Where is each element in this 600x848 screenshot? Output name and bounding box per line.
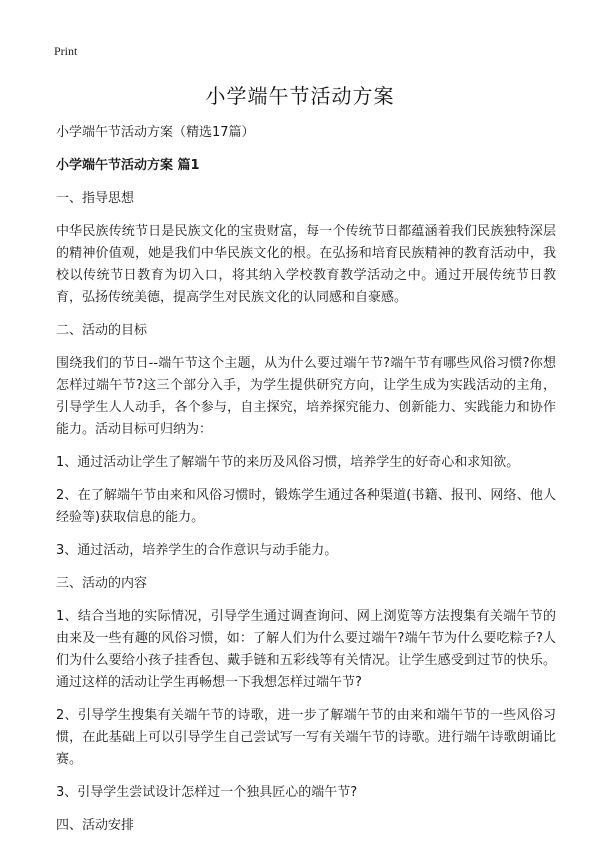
print-label: Print	[54, 44, 78, 58]
section-title: 小学端午节活动方案 篇1	[56, 158, 200, 173]
content-item: 3、引导学生尝试设计怎样过一个独具匠心的端午节?	[56, 785, 358, 800]
content-item: 1、结合当地的实际情况，引导学生通过调查询问、网上浏览等方法搜集有关端午节的由来及一些有趣的风俗习惯，如：了解人们为什么要过端午?端午节为什么要吃粽子?人们为什么要给小孩子挂香包、戴手链和五彩线等有关情况。让学生感受到过节的快乐。通过这样的活动让学生再畅想一下我想怎样过端午节?	[56, 609, 556, 690]
document-subtitle: 小学端午节活动方案（精选17篇）	[56, 125, 255, 140]
goal-item: 1、通过活动让学生了解端午节的来历及风俗习惯，培养学生的好奇心和求知欲。	[56, 455, 520, 470]
goal-item: 3、通过活动，培养学生的合作意识与动手能力。	[56, 543, 338, 558]
heading-activity-arrangement: 四、活动安排	[56, 818, 135, 833]
paragraph: 中华民族传统节日是民族文化的宝贵财富，每一个传统节日都蕴涵着我们民族独特深层的精神价值观，她是我们中华民族文化的根。在弘扬和培育民族精神的教育活动中，我校以传统节日教育为切入口，将其纳入学校教育教学活动之中。通过开展传统节日教育，弘扬传统美德，提高学生对民族文化的认同感和自豪感。	[56, 224, 556, 305]
heading-guiding-thought: 一、指导思想	[56, 191, 135, 206]
document-body	[56, 122, 556, 848]
document-title: 小学端午节活动方案	[205, 84, 395, 108]
heading-activity-goals: 二、活动的目标	[56, 323, 148, 338]
content-item: 2、引导学生搜集有关端午节的诗歌，进一步了解端午节的由来和端午节的一些风俗习惯，在此基础上可以引导学生自己尝试写一写有关端午节的诗歌。进行端午诗歌朗诵比赛。	[56, 708, 556, 767]
heading-activity-content: 三、活动的内容	[56, 576, 148, 591]
paragraph: 围绕我们的节日--端午节这个主题，从为什么要过端午节?端午节有哪些风俗习惯?你想怎样过端午节?这三个部分入手，为学生提供研究方向，让学生成为实践活动的主角，引导学生人人动手，各个参与，自主探究，培养探究能力、创新能力、实践能力和协作能力。活动目标可归纳为：	[56, 356, 556, 437]
goal-item: 2、在了解端午节由来和风俗习惯时，锻炼学生通过各种渠道(书籍、报刊、网络、他人经验等)获取信息的能力。	[56, 488, 556, 525]
